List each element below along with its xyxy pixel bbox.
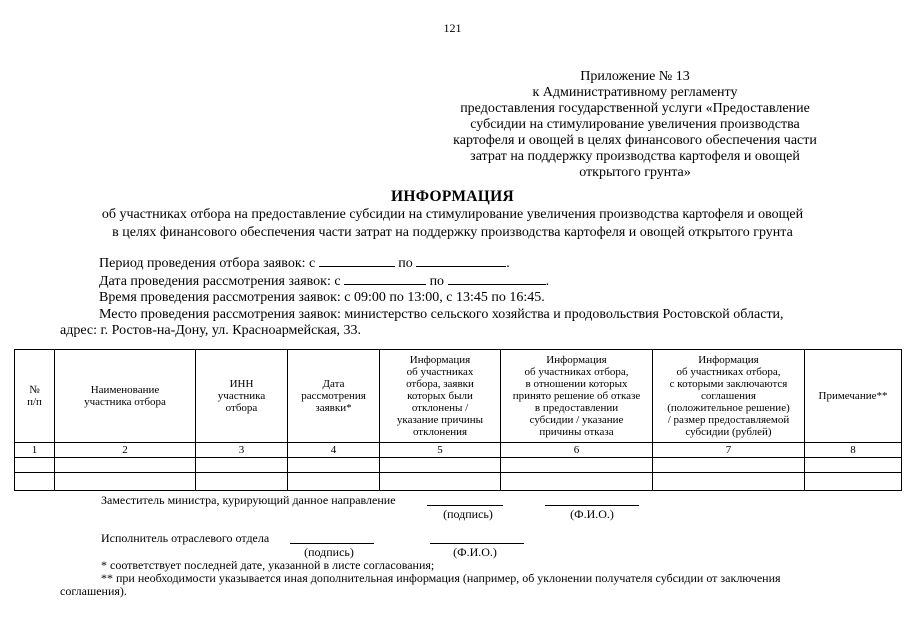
col-header-refused-info: Информация об участниках отбора, в отношении которых принято решение об отказе в предоставлении субсидии / указание причины отказа	[501, 350, 653, 443]
participants-table	[14, 349, 902, 491]
table-header-row	[15, 350, 902, 443]
executor-signature-caption: (подпись)	[304, 545, 354, 559]
footnote-1: * соответствует последней дате, указанной в листе согласования;	[101, 558, 435, 572]
appendix-line: Приложение № 13	[580, 69, 690, 84]
period-end: .	[506, 256, 510, 271]
deputy-name-caption: (Ф.И.О.)	[570, 507, 614, 521]
column-number: 8	[805, 443, 902, 458]
period-to: по	[398, 256, 413, 271]
table-row	[15, 458, 902, 473]
deputy-signature-caption: (подпись)	[443, 507, 493, 521]
review-time-line: Время проведения рассмотрения заявок: с 09:00 по 13:00, с 13:45 по 16:45.	[99, 290, 545, 305]
subtitle-line: об участниках отбора на предоставление субсидии на стимулирование увеличения производства картофеля и овощей	[101, 207, 804, 222]
column-number: 7	[653, 443, 805, 458]
deputy-signature-line	[427, 505, 503, 506]
period-label: Период проведения отбора заявок: с	[99, 256, 316, 271]
col-header-agreement-info: Информация об участниках отбора, с которыми заключаются соглашения (положительное решение) / размер предоставляемой субсидии (рублей)	[653, 350, 805, 443]
review-place-line: Место проведения рассмотрения заявок: министерство сельского хозяйства и продовольствия Ростовской области,	[99, 307, 784, 322]
document-subtitle	[0, 206, 905, 242]
table-row	[15, 473, 902, 491]
review-date-start-blank	[344, 273, 426, 285]
review-date-end-blank	[448, 273, 546, 285]
executor-signature-line	[290, 543, 374, 544]
executor-name-caption: (Ф.И.О.)	[453, 545, 497, 559]
period-end-blank	[416, 255, 506, 267]
deputy-name-line	[545, 505, 639, 506]
review-date-end: .	[545, 274, 550, 289]
col-header-note: Примечание**	[805, 350, 902, 443]
column-number: 5	[380, 443, 501, 458]
appendix-line: затрат на поддержку производства картофеля и овощей	[470, 149, 800, 164]
column-number-row	[15, 443, 902, 458]
footnote-2-continuation: соглашения).	[60, 584, 127, 598]
column-number: 3	[196, 443, 288, 458]
review-date-line	[99, 273, 549, 290]
appendix-line: картофеля и овощей в целях финансового обеспечения части	[453, 133, 817, 148]
footnote-2: ** при необходимости указывается иная дополнительная информация (например, об уклонении получателя субсидии от заключения	[101, 571, 781, 585]
appendix-line: предоставления государственной услуги «Предоставление	[460, 101, 810, 116]
executor-label: Исполнитель отраслевого отдела	[101, 531, 270, 545]
appendix-line: к Административному регламенту	[532, 85, 738, 100]
period-start-blank	[319, 255, 395, 267]
col-header-number: № п/п	[15, 350, 55, 443]
column-number: 1	[15, 443, 55, 458]
column-number: 6	[501, 443, 653, 458]
appendix-header	[420, 69, 850, 181]
appendix-line: субсидии на стимулирование увеличения производства	[470, 117, 800, 132]
col-header-inn: ИНН участника отбора	[196, 350, 288, 443]
col-header-participant-name: Наименование участника отбора	[55, 350, 196, 443]
review-date-label: Дата проведения рассмотрения заявок: с	[99, 274, 341, 289]
col-header-review-date: Дата рассмотрения заявки*	[288, 350, 380, 443]
deputy-minister-label: Заместитель министра, курирующий данное направление	[101, 493, 396, 507]
column-number: 2	[55, 443, 196, 458]
page-number: 121	[443, 21, 462, 35]
subtitle-line: в целях финансового обеспечения части затрат на поддержку производства картофеля и овощей открытого грунта	[112, 225, 793, 240]
col-header-rejected-info: Информация об участниках отбора, заявки которых были отклонены / указание причины отклонения	[380, 350, 501, 443]
executor-name-line	[430, 543, 524, 544]
review-address-line: адрес: г. Ростов-на-Дону, ул. Красноармейская, 33.	[60, 323, 362, 338]
document-title: ИНФОРМАЦИЯ	[391, 188, 514, 205]
appendix-line: открытого грунта»	[579, 165, 691, 180]
review-date-to: по	[429, 274, 445, 289]
selection-period-line	[99, 255, 510, 272]
column-number: 4	[288, 443, 380, 458]
